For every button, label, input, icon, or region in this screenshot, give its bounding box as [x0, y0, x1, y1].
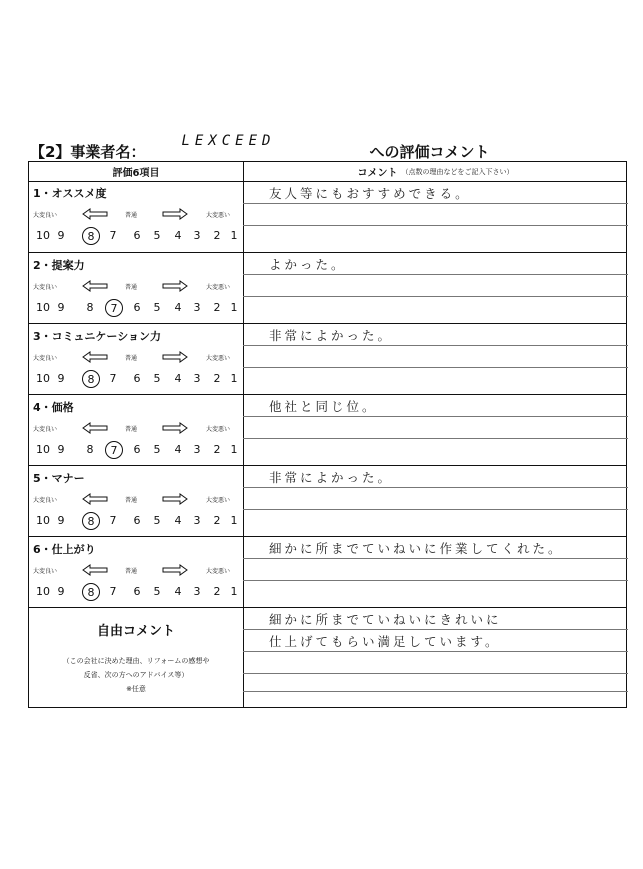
comment-rule-line — [243, 580, 628, 581]
comment-rule-line — [243, 225, 628, 226]
form-title — [30, 133, 630, 162]
free-comment-text: 仕上げてもらい満足しています。 — [269, 634, 501, 649]
free-note-line: ※任意 — [126, 685, 146, 693]
rating-option-4[interactable]: 4 — [174, 584, 182, 598]
criterion-label: 1・オススメ度 — [33, 187, 107, 200]
rating-option-5[interactable]: 5 — [153, 442, 161, 456]
rating-option-4[interactable]: 4 — [174, 228, 182, 242]
comment-text: よかった。 — [269, 257, 347, 272]
scale-label-worst: 大変悪い — [206, 284, 231, 291]
rating-option-1[interactable]: 1 — [230, 228, 238, 242]
scale-label-worst: 大変悪い — [206, 568, 231, 575]
rating-option-10[interactable]: 10 — [36, 442, 50, 456]
rating-option-9[interactable]: 9 — [57, 442, 65, 456]
rating-option-9[interactable]: 9 — [57, 371, 65, 385]
rating-options — [29, 512, 243, 530]
rating-option-6[interactable]: 6 — [133, 442, 141, 456]
left-header-text: 評価6項目 — [112, 168, 160, 179]
rating-option-1[interactable]: 1 — [230, 300, 238, 314]
rating-option-6[interactable]: 6 — [133, 584, 141, 598]
rating-option-8[interactable]: 8 — [82, 583, 100, 601]
rating-option-6[interactable]: 6 — [133, 513, 141, 527]
rating-option-1[interactable]: 1 — [230, 513, 238, 527]
rating-option-8[interactable]: 8 — [86, 442, 94, 456]
right-header-text: コメント — [357, 168, 398, 179]
rating-options — [29, 370, 243, 388]
rating-option-1[interactable]: 1 — [230, 584, 238, 598]
right-header-note: （点数の理由などをご記入下さい） — [401, 167, 514, 176]
rating-options — [29, 227, 243, 245]
free-comment-note — [29, 654, 243, 696]
rating-scale — [29, 492, 243, 506]
comment-rule-line — [243, 367, 628, 368]
scale-label-best: 大変良い — [33, 426, 58, 433]
rating-option-10[interactable]: 10 — [36, 513, 50, 527]
rating-option-7[interactable]: 7 — [109, 584, 117, 598]
rating-options — [29, 441, 243, 459]
comment-rule-line — [243, 345, 628, 346]
comment-rule-line — [243, 203, 628, 204]
rating-option-9[interactable]: 9 — [57, 300, 65, 314]
scale-label-worst: 大変悪い — [206, 355, 231, 362]
left-column-header — [29, 162, 243, 181]
rating-option-2[interactable]: 2 — [213, 300, 221, 314]
rating-scale — [29, 563, 243, 577]
criterion-label: 2・提案力 — [33, 259, 85, 272]
comment-rule-line — [243, 691, 628, 692]
rating-scale — [29, 421, 243, 435]
comment-rule-line — [243, 296, 628, 297]
rating-option-4[interactable]: 4 — [174, 371, 182, 385]
rating-option-3[interactable]: 3 — [193, 371, 201, 385]
rating-option-3[interactable]: 3 — [193, 513, 201, 527]
rating-option-2[interactable]: 2 — [213, 371, 221, 385]
scale-label-middle: 普通 — [125, 568, 138, 575]
rating-options — [29, 583, 243, 601]
rating-option-1[interactable]: 1 — [230, 442, 238, 456]
rating-option-4[interactable]: 4 — [174, 300, 182, 314]
rating-option-8[interactable]: 8 — [82, 370, 100, 388]
comment-rule-line — [243, 416, 628, 417]
comment-rule-line — [243, 487, 628, 488]
criterion-label: 3・コミュニケーション力 — [33, 330, 161, 343]
rating-option-5[interactable]: 5 — [153, 228, 161, 242]
business-name-field — [151, 133, 365, 162]
comment-rule-line — [243, 629, 628, 630]
rating-option-4[interactable]: 4 — [174, 513, 182, 527]
rating-option-6[interactable]: 6 — [133, 300, 141, 314]
scale-label-best: 大変良い — [33, 212, 58, 219]
comment-rule-line — [243, 509, 628, 510]
right-column-header — [243, 162, 628, 181]
scale-label-middle: 普通 — [125, 284, 138, 291]
rating-option-10[interactable]: 10 — [36, 228, 50, 242]
evaluation-table — [28, 161, 627, 708]
scale-label-worst: 大変悪い — [206, 497, 231, 504]
rating-option-2[interactable]: 2 — [213, 442, 221, 456]
rating-option-8[interactable]: 8 — [82, 227, 100, 245]
comment-text: 非常によかった。 — [269, 328, 394, 343]
rating-option-9[interactable]: 9 — [57, 513, 65, 527]
rating-option-9[interactable]: 9 — [57, 584, 65, 598]
rating-option-7[interactable]: 7 — [109, 371, 117, 385]
comment-rule-line — [243, 673, 628, 674]
scale-label-middle: 普通 — [125, 212, 138, 219]
business-name: LEXCEED — [181, 133, 276, 149]
criterion-label: 5・マナー — [33, 472, 85, 485]
rating-option-7[interactable]: 7 — [109, 228, 117, 242]
rating-option-10[interactable]: 10 — [36, 371, 50, 385]
comment-text: 非常によかった。 — [269, 470, 394, 485]
scale-label-middle: 普通 — [125, 497, 138, 504]
criterion-label: 4・価格 — [33, 401, 74, 414]
free-comment-text: 細かに所までていねいにきれいに — [269, 612, 502, 627]
comment-text: 友人等にもおすすめできる。 — [269, 186, 471, 201]
comment-text: 細かに所までていねいに作業してくれた。 — [269, 541, 564, 556]
scale-label-best: 大変良い — [33, 568, 58, 575]
rating-option-5[interactable]: 5 — [153, 584, 161, 598]
rating-scale — [29, 207, 243, 221]
rating-option-7[interactable]: 7 — [105, 441, 123, 459]
rating-options — [29, 299, 243, 317]
rating-option-2[interactable]: 2 — [213, 584, 221, 598]
rating-scale — [29, 279, 243, 293]
scale-label-middle: 普通 — [125, 426, 138, 433]
rating-option-6[interactable]: 6 — [133, 228, 141, 242]
rating-option-4[interactable]: 4 — [174, 442, 182, 456]
free-note-line: （この会社に決めた理由、リフォームの感想や — [62, 657, 210, 665]
scale-label-best: 大変良い — [33, 284, 58, 291]
rating-scale — [29, 350, 243, 364]
scale-label-middle: 普通 — [125, 355, 138, 362]
rating-option-7[interactable]: 7 — [109, 513, 117, 527]
rating-option-5[interactable]: 5 — [153, 513, 161, 527]
free-comment-title: 自由コメント — [96, 624, 175, 639]
rating-option-5[interactable]: 5 — [153, 300, 161, 314]
rating-option-3[interactable]: 3 — [193, 584, 201, 598]
comment-rule-line — [243, 558, 628, 559]
comment-rule-line — [243, 651, 628, 652]
rating-option-3[interactable]: 3 — [193, 228, 201, 242]
rating-option-2[interactable]: 2 — [213, 228, 221, 242]
rating-option-2[interactable]: 2 — [213, 513, 221, 527]
criterion-label: 6・仕上がり — [33, 543, 96, 556]
rating-option-8[interactable]: 8 — [82, 512, 100, 530]
comment-text: 他社と同じ位。 — [269, 399, 378, 414]
rating-option-3[interactable]: 3 — [193, 442, 201, 456]
rating-option-1[interactable]: 1 — [230, 371, 238, 385]
scale-label-best: 大変良い — [33, 497, 58, 504]
free-note-line: 反省、次の方へのアドバイス等） — [83, 671, 189, 679]
rating-option-10[interactable]: 10 — [36, 584, 50, 598]
comment-rule-line — [243, 438, 628, 439]
rating-option-6[interactable]: 6 — [133, 371, 141, 385]
scale-label-worst: 大変悪い — [206, 426, 231, 433]
rating-option-10[interactable]: 10 — [36, 300, 50, 314]
rating-option-5[interactable]: 5 — [153, 371, 161, 385]
rating-option-7[interactable]: 7 — [105, 299, 123, 317]
scale-label-worst: 大変悪い — [206, 212, 231, 219]
rating-option-3[interactable]: 3 — [193, 300, 201, 314]
comment-rule-line — [243, 274, 628, 275]
rating-option-8[interactable]: 8 — [86, 300, 94, 314]
title-suffix: への評価コメント — [369, 143, 490, 161]
rating-option-9[interactable]: 9 — [57, 228, 65, 242]
section-label: 【2】事業者名： — [30, 143, 146, 161]
scale-label-best: 大変良い — [33, 355, 58, 362]
